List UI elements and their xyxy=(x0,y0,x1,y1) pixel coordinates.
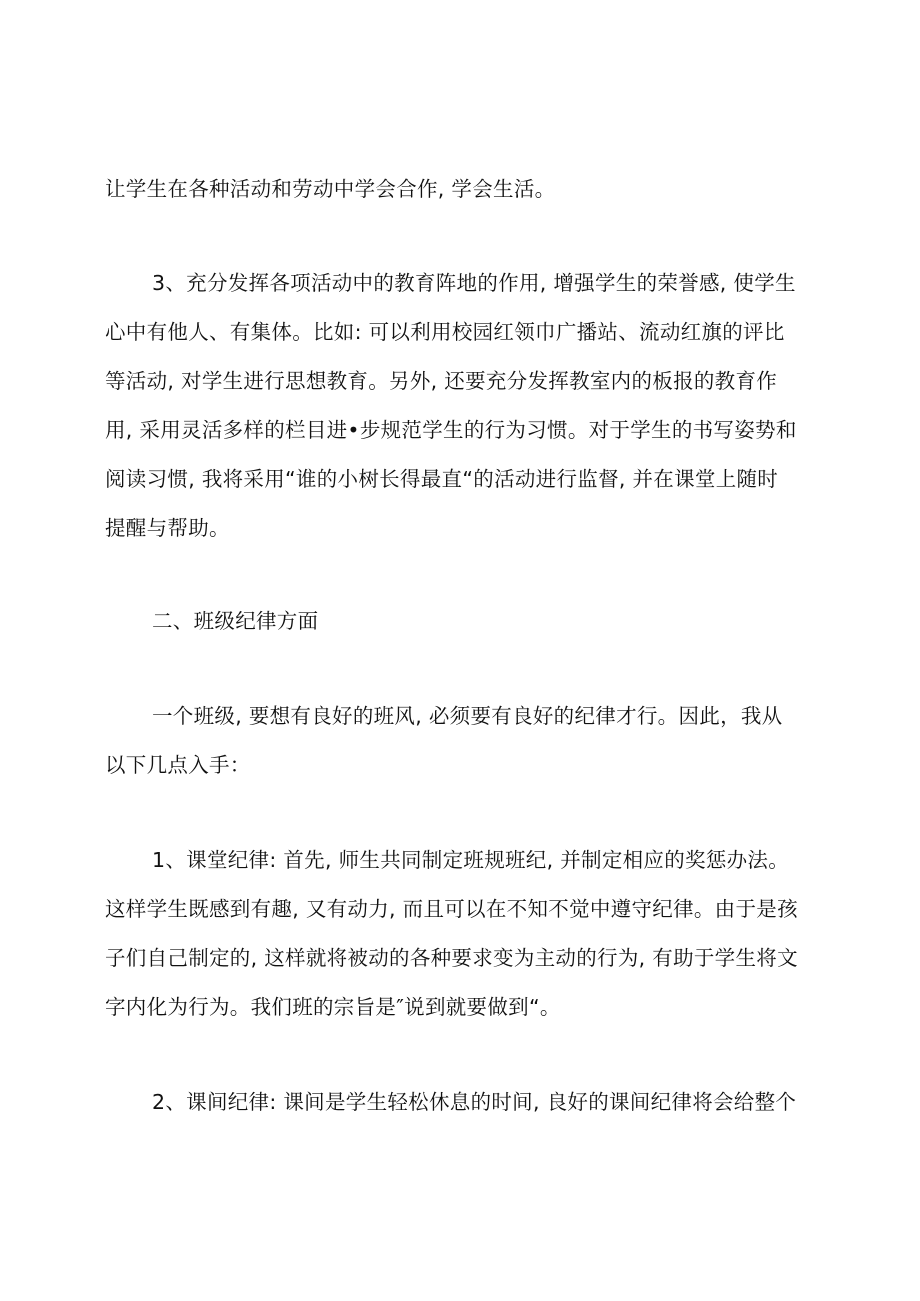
paragraph-4-line-1: 1、课堂纪律: 首先, 师生共同制定班规班纪, 并制定相应的奖惩办法。 xyxy=(152,848,790,872)
paragraph-4-line-3: 子们自己制定的, 这样就将被动的各种要求变为主动的行为, 有助于学生将文 xyxy=(105,946,798,970)
paragraph-3-line-2: 以下几点入手： xyxy=(105,753,251,777)
paragraph-5-line-1: 2、课间纪律: 课间是学生轻松休息的时间, 良好的课间纪律将会给整个 xyxy=(152,1090,797,1114)
paragraph-2-line-5: 阅读习惯, 我将采用“谁的小树长得最直“的活动进行监督, 并在课堂上随时 xyxy=(105,467,779,491)
paragraph-2-line-3: 等活动, 对学生进行思想教育。另外, 还要充分发挥教室内的板报的教育作 xyxy=(105,369,778,393)
paragraph-2-line-4: 用, 采用灵活多样的栏目进•步规范学生的行为习惯。对于学生的书写姿势和 xyxy=(105,418,797,442)
paragraph-2-line-6: 提醒与帮助。 xyxy=(105,516,230,540)
paragraph-4-line-2: 这样学生既感到有趣, 又有动力, 而且可以在不知不觉中遵守纪律。由于是孩 xyxy=(105,897,798,921)
paragraph-4-line-4: 字内化为行为。我们班的宗旨是″说到就要做到“。 xyxy=(105,995,561,1019)
paragraph-2-line-1: 3、充分发挥各项活动中的教育阵地的作用, 增强学生的荣誉感, 使学生 xyxy=(152,271,796,295)
paragraph-2-line-2: 心中有他人、有集体。比如: 可以利用校园红领巾广播站、流动红旗的评比 xyxy=(105,320,785,344)
paragraph-3-line-1: 一个班级, 要想有良好的班风, 必须要有良好的纪律才行。因此，我从 xyxy=(152,704,783,728)
paragraph-1-line-1: 让学生在各种活动和劳动中学会合作, 学会生活。 xyxy=(105,177,556,201)
section-heading: 二、班级纪律方面 xyxy=(152,609,319,633)
